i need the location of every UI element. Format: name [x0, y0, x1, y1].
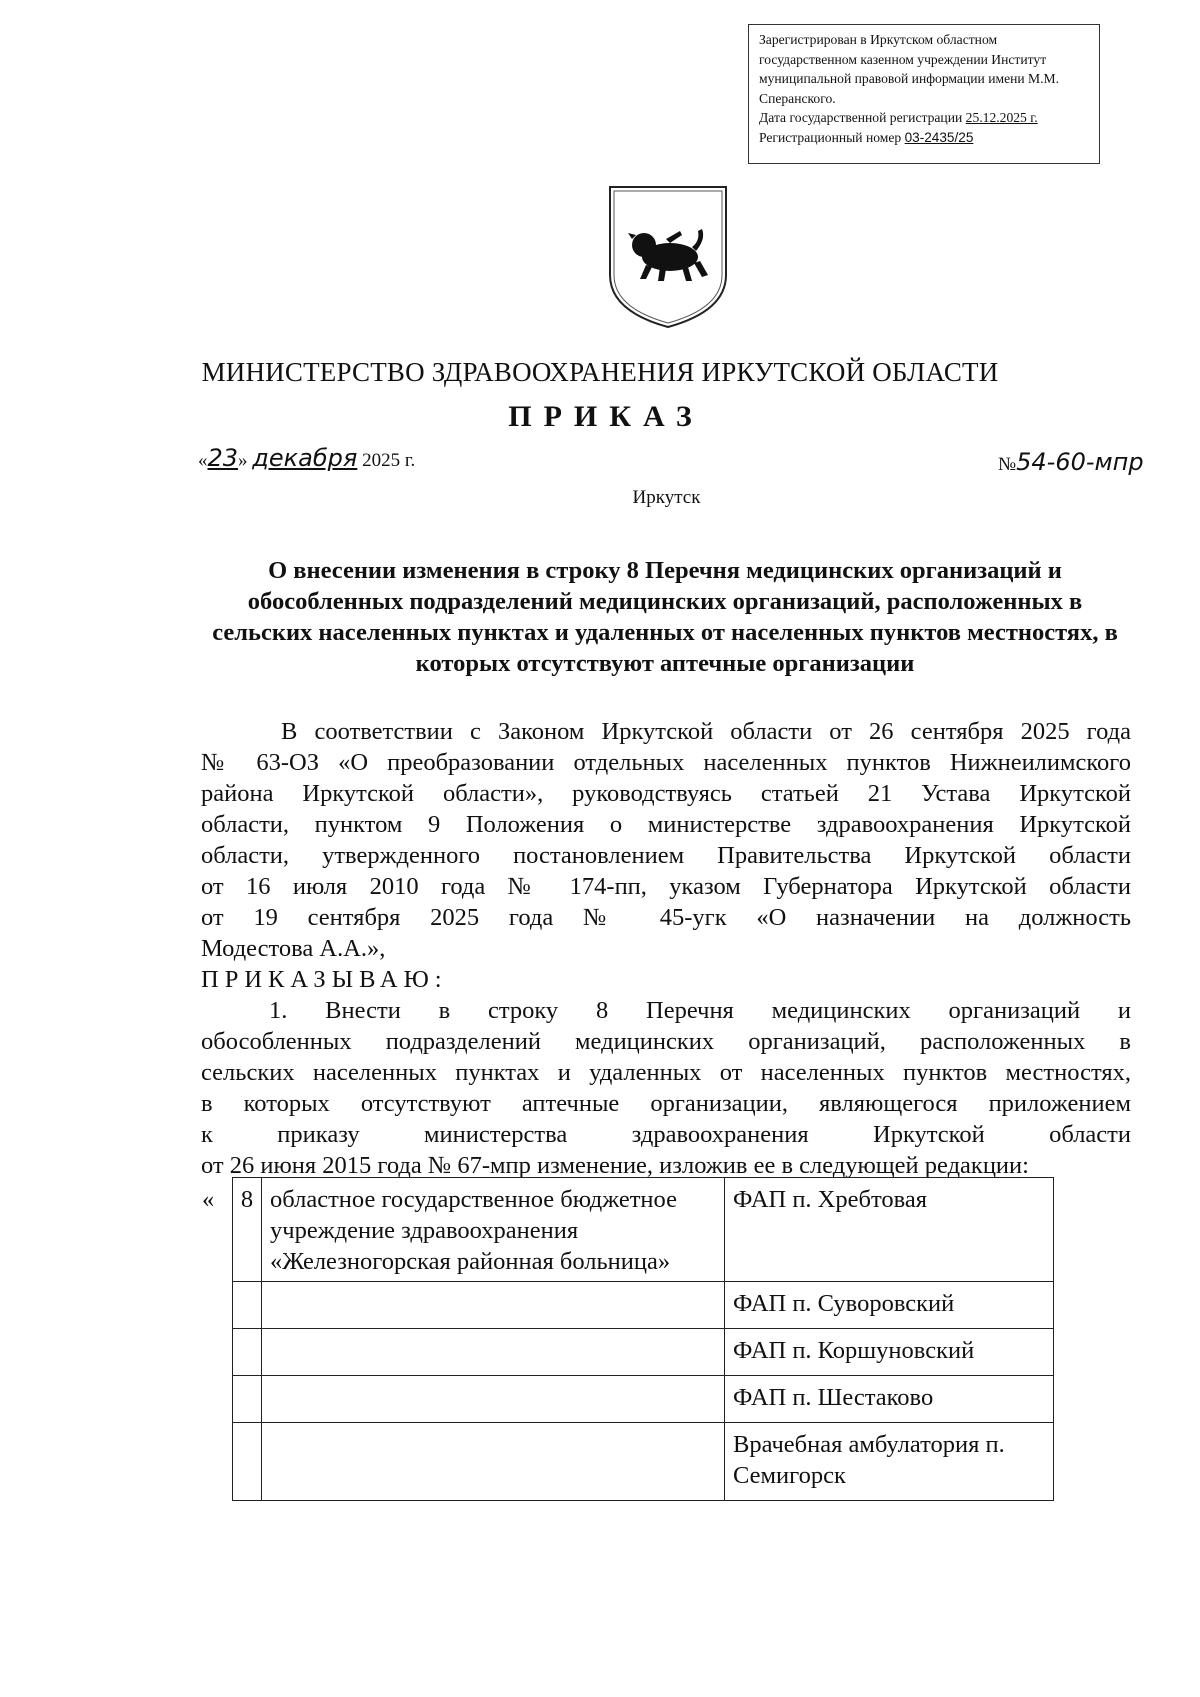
table-cell-unit: ФАП п. Суворовский: [725, 1282, 1054, 1329]
stamp-line: муниципальной правовой информации имени М.М.: [759, 71, 1060, 86]
document-title: О внесении изменения в строку 8 Перечня медицинских организаций и обособленных подразделений медицинских организаций, расположенных в сельских населенных пунктах и удаленных от населенных пунктов местностях, в которых отсутствуют аптечные организации: [212, 557, 1118, 677]
table-row: [202, 1376, 1054, 1423]
document-date: [198, 444, 415, 472]
stamp-line: Сперанского.: [759, 90, 836, 106]
stamp-number-line: [759, 128, 1089, 148]
item1-line: в которых отсутствуют аптечные организации, являющегося приложением: [201, 1090, 1131, 1117]
number-prefix: №: [998, 454, 1017, 475]
date-day: 23: [207, 444, 239, 472]
registration-stamp: [748, 24, 1100, 164]
body-line: области, утвержденного постановлением Правительства Иркутской области: [201, 842, 1131, 869]
table-cell-unit: ФАП п. Шестаково: [725, 1376, 1054, 1423]
table-cell-unit: Врачебная амбулатория п. Семигорск: [725, 1423, 1054, 1501]
table-cell-org: [262, 1376, 725, 1423]
table-cell-num: 8: [233, 1178, 262, 1282]
table-row: [202, 1282, 1054, 1329]
table-cell-num: [233, 1282, 262, 1329]
body-line: от 19 сентября 2025 года № 45-угк «О назначении на должность: [201, 904, 1131, 931]
stamp-number-value: 03-2435/25: [904, 129, 974, 145]
document-type: ПРИКАЗ: [508, 400, 704, 433]
document-number: [998, 448, 1144, 476]
date-close-quote: »: [238, 450, 248, 471]
date-month: декабря: [252, 444, 358, 472]
ministry-name: МИНИСТЕРСТВО ЗДРАВООХРАНЕНИЯ ИРКУТСКОЙ ОБЛАСТИ: [201, 357, 999, 387]
document-body: [201, 716, 1131, 1181]
body-line: В соответствии с Законом Иркутской области от 26 сентября 2025 года: [281, 718, 1131, 745]
body-line: № 63-ОЗ «О преобразовании отдельных населенных пунктов Нижнеилимского: [201, 749, 1131, 776]
table-cell-num: [233, 1423, 262, 1501]
table-cell-num: [233, 1329, 262, 1376]
order-word: ПРИКАЗЫВАЮ:: [201, 966, 448, 993]
item1-line: обособленных подразделений медицинских организаций, расположенных в: [201, 1028, 1131, 1055]
table-cell-org: областное государственное бюджетное учреждение здравоохранения «Железногорская районная больница»: [262, 1178, 725, 1282]
table-cell-org: [262, 1423, 725, 1501]
body-line: района Иркутской области», руководствуясь статьей 21 Устава Иркутской: [201, 780, 1131, 807]
date-open-quote: «: [198, 450, 208, 471]
coat-of-arms-icon: [606, 183, 730, 331]
body-line: Модестова А.А.»,: [201, 935, 386, 962]
body-line: области, пунктом 9 Положения о министерстве здравоохранения Иркутской: [201, 811, 1131, 838]
stamp-date-label: Дата государственной регистрации: [759, 110, 963, 125]
body-line: от 16 июля 2010 года № 174-пп, указом Губернатора Иркутской области: [201, 873, 1131, 900]
table-quote-mark: «: [202, 1185, 215, 1213]
stamp-date-line: [759, 108, 1089, 128]
table-cell-num: [233, 1376, 262, 1423]
stamp-line: государственном казенном учреждении Институт: [759, 51, 1047, 67]
table-cell-unit: ФАП п. Хребтовая: [725, 1178, 1054, 1282]
number-value: 54-60-мпр: [1016, 448, 1144, 476]
item1-line: к приказу министерства здравоохранения Иркутской области: [201, 1121, 1131, 1148]
item1-line: сельских населенных пунктах и удаленных от населенных пунктов местностях,: [201, 1059, 1131, 1086]
stamp-line: Зарегистрирован в Иркутском областном: [759, 32, 998, 47]
table-cell-org: [262, 1329, 725, 1376]
date-year: 2025 г.: [362, 450, 416, 471]
table-cell-org: [262, 1282, 725, 1329]
table-row: [202, 1178, 1054, 1282]
item1-line: от 26 июня 2015 года № 67-мпр изменение, изложив ее в следующей редакции:: [201, 1152, 1029, 1179]
item1-line: 1. Внести в строку 8 Перечня медицинских организаций и: [269, 997, 1131, 1024]
city: Иркутск: [632, 487, 701, 508]
table-cell-unit: ФАП п. Коршуновский: [725, 1329, 1054, 1376]
table-row: [202, 1423, 1054, 1501]
table-row: [202, 1329, 1054, 1376]
organizations-table: [202, 1177, 1054, 1501]
stamp-date-value: 25.12.2025 г.: [965, 110, 1038, 125]
stamp-number-label: Регистрационный номер: [759, 129, 902, 145]
